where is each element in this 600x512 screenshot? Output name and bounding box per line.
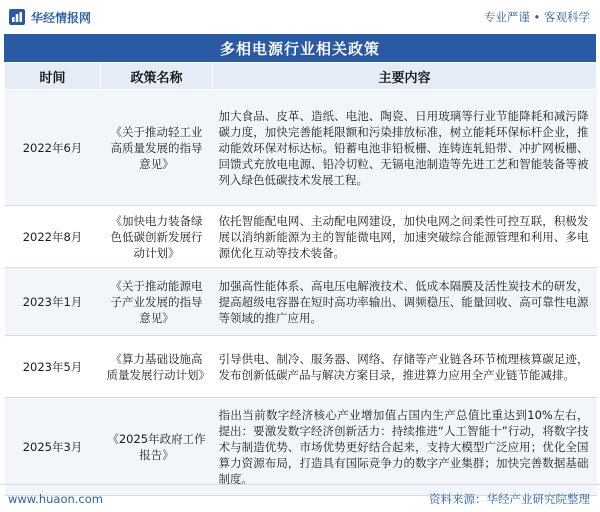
site-url[interactable]: www.huaon.com: [8, 491, 103, 506]
hj-logo-icon: [8, 8, 26, 26]
table-row: [5, 398, 597, 496]
cell-time: 2022年6月: [5, 90, 101, 206]
slogan: 专业严谨 • 客观科学: [483, 10, 590, 24]
cell-time: 2025年3月: [5, 398, 101, 496]
column-header-policy-name: 政策名称: [101, 63, 213, 90]
cell-policy-name: 《算力基础设施高质量发展行动计划》: [101, 336, 213, 398]
column-header-content: 主要内容: [213, 63, 597, 90]
cell-time: 2022年8月: [5, 206, 101, 268]
policy-table: [4, 62, 597, 496]
cell-time: 2023年5月: [5, 336, 101, 398]
table-row: [5, 90, 597, 206]
cell-policy-name: 《加快电力装备绿色低碳创新发展行动计划》: [101, 206, 213, 268]
page-title: 多相电源行业相关政策: [4, 34, 596, 62]
cell-policy-name: 《关于推动轻工业高质量发展的指导意见》: [101, 90, 213, 206]
brand: [8, 8, 91, 26]
top-bar: [0, 0, 600, 34]
table-header-row: [5, 63, 597, 90]
cell-policy-name: 《关于推动能源电子产业发展的指导意见》: [101, 268, 213, 336]
footer: [0, 484, 600, 512]
cell-content: 加强高性能体系、高电压电解液技术、低成本隔膜及活性炭技术的研发，提高超级电容器在短时高功率输出、调频稳压、能量回收、高可靠性电源等领域的推广应用。: [213, 268, 597, 336]
table-row: [5, 268, 597, 336]
brand-name: 华经情报网: [31, 10, 92, 25]
cell-content: 加大食品、皮革、造纸、电池、陶瓷、日用玻璃等行业节能降耗和减污降碳力度，加快完善能耗限额和污染排放标准，树立能耗环保标杆企业，推动能效环保对标达标。铅蓄电池非铅板栅、连铸连轧铅带、冲扩网板栅、回馈式充放电电源、铅冷切粒、无镉电池制造等先进工艺和智能装备等被列入绿色低碳技术发展工程。: [213, 90, 597, 206]
cell-content: 依托智能配电网、主动配电网建设，加快电网之间柔性可控互联，积极发展以消纳新能源为主的智能微电网，加速突破综合能源管理和利用、多电源优化互动等技术装备。: [213, 206, 597, 268]
table-row: [5, 206, 597, 268]
data-source: 资料来源：华经产业研究院整理: [429, 491, 590, 506]
table-row: [5, 336, 597, 398]
cell-time: 2023年1月: [5, 268, 101, 336]
cell-content: 指出当前数字经济核心产业增加值占国内生产总值比重达到10%左右，提出：要激发数字经济创新活力：持续推进“人工智能十”行动，将数字技术与制造优势、市场优势更好结合起来，支持大模型广泛应用；优化全国算力资源布局，打造具有国际竞争力的数字产业集群；加快完善数据基础制度。: [213, 398, 597, 496]
cell-content: 引导供电、制冷、服务器、网络、存储等产业链各环节梳理核算碳足迹，发布创新低碳产品与解决方案目录，推进算力应用全产业链节能减排。: [213, 336, 597, 398]
column-header-time: 时间: [5, 63, 101, 90]
cell-policy-name: 《2025年政府工作报告》: [101, 398, 213, 496]
